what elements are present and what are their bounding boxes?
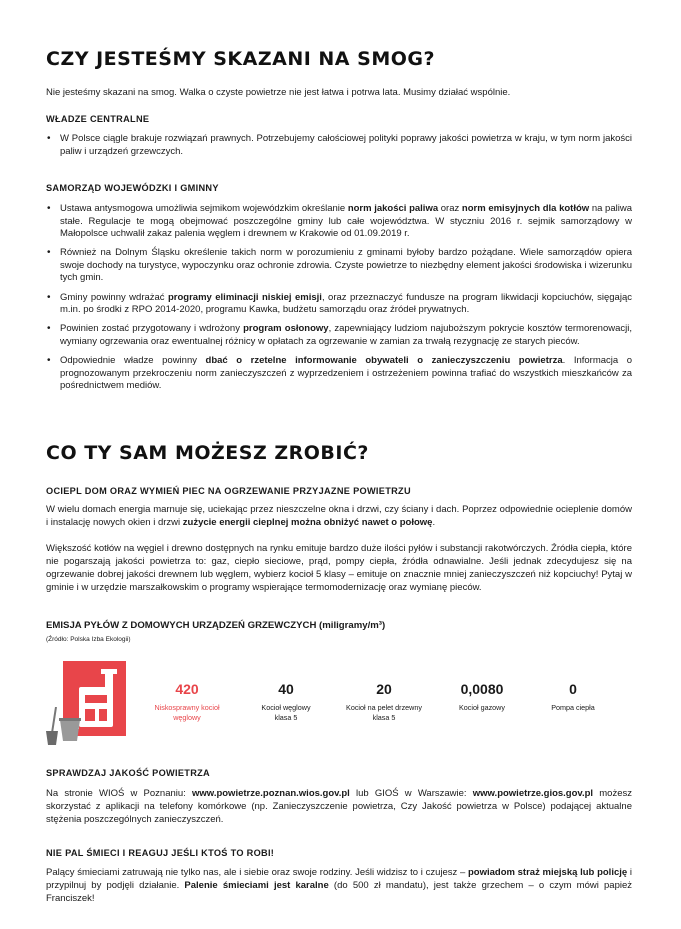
emission-item-heatpump: 0 Pompa ciepła <box>551 681 595 712</box>
local-bullet-item: • Również na Dolnym Śląsku określenie takich norm w porozumieniu z gminami byłoby bardzo pożądane. Wiele samorządów opiera swoje dochody na turystyce, wypoczynku oraz ochronie zdrowia. Czyste powietrze to niezbędny element jakości środowiska i wizerunku tych gmin. <box>46 247 632 285</box>
insulate-paragraph-2: Większość kotłów na węgiel i drewno dostępnych na rynku emituje bardzo duże ilości pyłów i substancji rakotwórczych. Źródła ciepła, które nie pogarszają jakości powietrza to: gaz, ciepło sieciowe, prąd, pompy ciepła, źródła odnawialne. Jeśli jednak zdecydujesz się na ogrzewanie dobrej jakości drewnem lub węglem, wybierz kocioł 5 klasy – emituje on znacznie mniej zanieczyszczeń niż kopciuchy! Pytaj w gminie i w urzędzie marszałkowskim o programy wspierające termomodernizację oraz wymianę pieców. <box>46 543 632 593</box>
emission-title: EMISJA PYŁÓW Z DOMOWYCH URZĄDZEŃ GRZEWCZYCH (miligramy/m³) <box>46 620 386 631</box>
emission-item-pellet: 20 Kocioł na pelet drzewny klasa 5 <box>346 681 422 722</box>
local-bullet-item: • Gminy powinny wdrażać programy eliminacji niskiej emisji, oraz przeznaczyć fundusze na program likwidacji kopciuchów, sięgając m.in. po środki z RPO 2014-2020, programu Kawka, budżetu samorządu oraz źródeł prywatnych. <box>46 292 632 317</box>
subheading-waste: NIE PAL ŚMIECI I REAGUJ JEŚLI KTOŚ TO ROBI! <box>46 848 275 858</box>
subheading-check: SPRAWDZAJ JAKOŚĆ POWIETRZA <box>46 768 210 778</box>
emission-item-coal-low: 420 Niskosprawny kocioł węglowy <box>154 681 220 722</box>
emission-source: (Źródło: Polska Izba Ekologii) <box>46 636 131 643</box>
section-heading-action: CO TY SAM MOŻESZ ZROBIĆ? <box>46 442 369 464</box>
emission-item-gas: 0,0080 Kocioł gazowy <box>459 681 505 712</box>
waste-paragraph: Palący śmieciami zatruwają nie tylko nas, ale i siebie oraz swoje rodziny. Jeśli widzisz to i czujesz – powiadom straż miejską lub policję i przypilnuj by podjęli działanie. Palenie śmieciami jest karalne (do 500 zł mandatu), jest także grzechem – o czym mówi papież Franciszek! <box>46 867 633 904</box>
local-bullet-item: • Odpowiednie władze powinny dbać o rzetelne informowanie obywateli o zanieczyszczeniu powietrza. Informacja o prognozowanym przekroczeniu norm zanieczyszczeń z wyprzedzeniem i ostrzeżeniem powinna trafiać do wszystkich mieszkańców za pośrednictwem mediów. <box>46 355 632 393</box>
bullet-list-central <box>46 133 632 165</box>
central-bullet-item: • W Polsce ciągle brakuje rozwiązań prawnych. Potrzebujemy całościowej polityki poprawy jakości powietrza w kraju, w tym norm jakości paliw i urządzeń grzewczych. <box>46 133 632 158</box>
subheading-local: SAMORZĄD WOJEWÓDZKI I GMINNY <box>46 183 219 193</box>
local-bullet-item: • Powinien zostać przygotowany i wdrożony program osłonowy, zapewniający ludziom najuboższym pokrycie kosztów termorenowacji, wymiany ogrzewania oraz ewentualnej różnicy w opłatach za ogrzewanie w zamian za trwałą rezygnację ze starych pieców. <box>46 323 632 348</box>
subheading-insulate: OCIEPL DOM ORAZ WYMIEŃ PIEC NA OGRZEWANIE PRZYJAZNE POWIETRZU <box>46 486 411 496</box>
section-heading-smog: CZY JESTEŚMY SKAZANI NA SMOG? <box>46 48 435 70</box>
bucket-icon <box>58 716 82 747</box>
insulate-paragraph-1: W wielu domach energia marnuje się, uciekając przez nieszczelne okna i drzwi, czy ściany i dach. Poprzez odpowiednie ocieplenie domów i instalację nowych okien i drzwi zużycie energii cieplnej można obniżyć nawet o połowę. <box>46 504 632 528</box>
subheading-central: WŁADZE CENTRALNE <box>46 114 150 124</box>
local-bullet-item: • Ustawa antysmogowa umożliwia sejmikom wojewódzkim określanie norm jakości paliwa oraz norm emisyjnych dla kotłów na paliwa stałe. Regulacje te mogą obejmować poszczególne gminy lub całe województwa. W styczniu 2016 r. sejmik samorządowy w Małopolsce uchwalił zakaz palenia węglem i drewnem w Krakowie od 01.09.2019 r. <box>46 203 632 241</box>
intro-paragraph: Nie jesteśmy skazani na smog. Walka o czyste powietrze nie jest łatwa i potrwa lata. Musimy działać wspólnie. <box>46 87 511 98</box>
bullet-list-local <box>46 203 632 399</box>
emission-item-coal-5: 40 Kocioł węglowy klasa 5 <box>261 681 311 722</box>
check-paragraph: Na stronie WIOŚ w Poznaniu: www.powietrze.poznan.wios.gov.pl lub GIOŚ w Warszawie: www.powietrze.gios.gov.pl możesz skorzystać z aplikacji na telefony komórkowe (np. Zanieczyszczenie powietrza, Czy Jakość powietrza w Polsce) podającej aktualne stężenia poszczególnych zanieczyszczeń. <box>46 788 632 825</box>
